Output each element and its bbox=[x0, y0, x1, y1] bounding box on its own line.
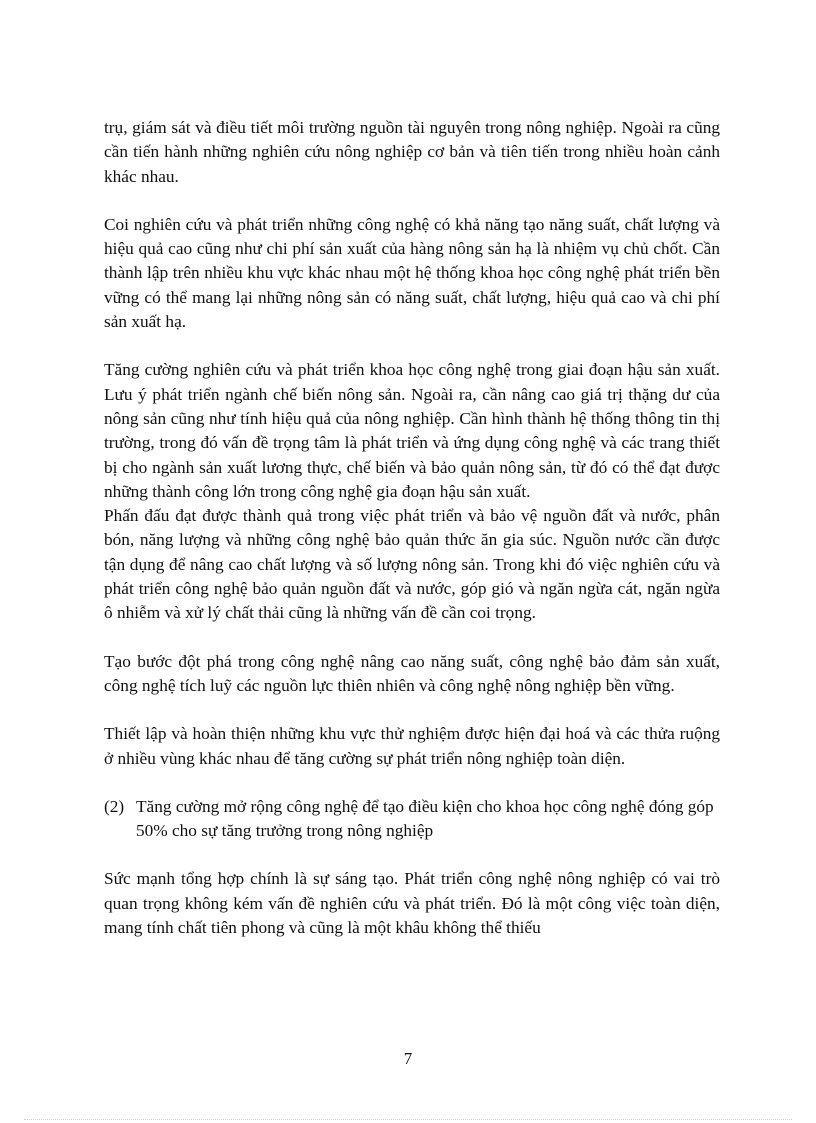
paragraph: trụ, giám sát và điều tiết môi trường nguồn tài nguyên trong nông nghiệp. Ngoài ra cũng cần tiến hành những nghiên cứu nông nghiệp cơ bản và tiên tiến trong nhiều hoàn cảnh khác nhau. bbox=[104, 118, 720, 186]
paragraph-spacer bbox=[104, 334, 720, 358]
page-number: 7 bbox=[403, 1049, 413, 1068]
document-body bbox=[104, 116, 720, 940]
paragraph-spacer bbox=[104, 626, 720, 650]
paragraph: Sức mạnh tổng hợp chính là sự sáng tạo. Phát triển công nghệ nông nghiệp có vai trò quan trọng không kém vấn đề nghiên cứu và phát triển. Đó là một công việc toàn diện, mang tính chất tiên phong và cũng là một khâu không thể thiếu bbox=[104, 869, 720, 938]
list-number: (2) bbox=[104, 796, 125, 816]
paragraph: Phấn đấu đạt được thành quả trong việc phát triển và bảo vệ nguồn đất và nước, phân bón, năng lượng và những công nghệ bảo quản thức ăn gia súc. Nguồn nước cần được tận dụng để nâng cao chất lượng và số lượng nông sản. Trong khi đó việc nghiên cứu và phát triển công nghệ bảo quản nguồn đất và nước, góp gió và ngăn ngừa cát, ngăn ngừa ô nhiễm và xử lý chất thải cũng là những vấn đề cần coi trọng. bbox=[104, 506, 720, 623]
paragraph: Tăng cường nghiên cứu và phát triển khoa học công nghệ trong giai đoạn hậu sản xuất. Lưu ý phát triển ngành chế biến nông sản. Ngoài ra, cần nâng cao giá trị thặng dư của nông sản cũng như tính hiệu quả của nông nghiệp. Cần hình thành hệ thống thông tin thị trường, trong đó vấn đề trọng tâm là phát triển và ứng dụng công nghệ và các trang thiết bị cho ngành sản xuất lương thực, chế biến và bảo quản nông sản, từ đó có thể đạt được những thành công lớn trong công nghệ gia đoạn hậu sản xuất. bbox=[104, 360, 720, 501]
paragraph: Coi nghiên cứu và phát triển những công nghệ có khả năng tạo năng suất, chất lượng và hiệu quả cao cũng như chi phí sản xuất của hàng nông sản hạ là nhiệm vụ chủ chốt. Cần thành lập trên nhiều khu vực khác nhau một hệ thống khoa học công nghệ phát triển bền vững có thể mang lại những nông sản có năng suất, chất lượng, hiệu quả cao và chi phí sản xuất hạ. bbox=[104, 214, 720, 332]
numbered-heading bbox=[104, 795, 720, 844]
paragraph-spacer bbox=[104, 771, 720, 795]
paragraph: Thiết lập và hoàn thiện những khu vực thử nghiệm được hiện đại hoá và các thửa ruộng ở nhiều vùng khác nhau để tăng cường sự phát triển nông nghiệp toàn diện. bbox=[104, 724, 720, 768]
paragraph-spacer bbox=[104, 843, 720, 867]
page-edge-divider bbox=[24, 1119, 792, 1120]
paragraph-spacer bbox=[104, 698, 720, 722]
paragraph-spacer bbox=[104, 189, 720, 213]
numbered-heading-text: Tăng cường mở rộng công nghệ để tạo điều kiện cho khoa học công nghệ đóng góp 50% cho sự tăng trưởng trong nông nghiệp bbox=[136, 796, 714, 841]
paragraph: Tạo bước đột phá trong công nghệ nâng cao năng suất, công nghệ bảo đảm sản xuất, công nghệ tích luỹ các nguồn lực thiên nhiên và công nghệ nông nghiệp bền vững. bbox=[104, 651, 720, 695]
